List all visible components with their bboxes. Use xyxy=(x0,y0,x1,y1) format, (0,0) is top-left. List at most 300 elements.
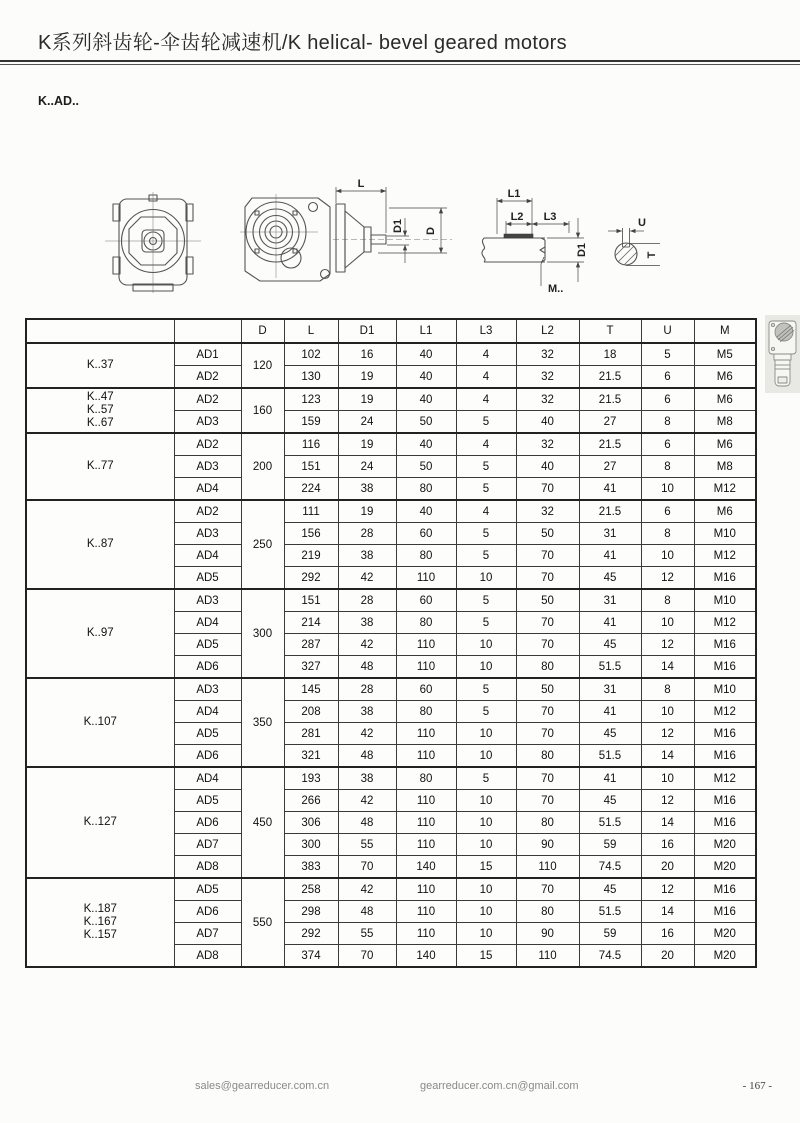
l2-cell: 70 xyxy=(516,790,579,812)
m-cell: M6 xyxy=(694,388,756,411)
dim-label-L1: L1 xyxy=(507,188,521,200)
d-cell: 200 xyxy=(241,433,284,500)
l2-cell: 50 xyxy=(516,523,579,545)
d1-cell: 48 xyxy=(338,745,396,768)
header-row xyxy=(26,319,756,343)
model-cell xyxy=(26,500,174,589)
u-cell: 14 xyxy=(641,812,694,834)
t-cell: 41 xyxy=(579,612,641,634)
l2-cell: 32 xyxy=(516,433,579,456)
d1-cell: 28 xyxy=(338,589,396,612)
t-cell: 27 xyxy=(579,456,641,478)
l1-cell: 60 xyxy=(396,678,456,701)
l1-cell: 110 xyxy=(396,656,456,679)
dimension-table-wrap xyxy=(25,318,757,968)
m-cell: M16 xyxy=(694,656,756,679)
d-cell: 550 xyxy=(241,878,284,967)
u-cell: 10 xyxy=(641,545,694,567)
l1-cell: 110 xyxy=(396,878,456,901)
u-cell: 8 xyxy=(641,678,694,701)
t-cell: 51.5 xyxy=(579,656,641,679)
l3-cell: 4 xyxy=(456,433,516,456)
shaft-section-view xyxy=(608,217,660,280)
product-thumbnail xyxy=(765,315,800,393)
l3-cell: 5 xyxy=(456,589,516,612)
table-row xyxy=(26,343,756,366)
l-cell: 321 xyxy=(284,745,338,768)
l-cell: 266 xyxy=(284,790,338,812)
u-cell: 16 xyxy=(641,834,694,856)
l-cell: 327 xyxy=(284,656,338,679)
t-cell: 31 xyxy=(579,678,641,701)
page-title: K系列斜齿轮-伞齿轮减速机/K helical- bevel geared motors xyxy=(38,32,567,54)
l-cell: 287 xyxy=(284,634,338,656)
d1-cell: 19 xyxy=(338,500,396,523)
d-cell: 120 xyxy=(241,343,284,388)
l3-cell: 4 xyxy=(456,500,516,523)
l2-cell: 70 xyxy=(516,701,579,723)
l3-cell: 15 xyxy=(456,945,516,968)
l3-cell: 15 xyxy=(456,856,516,879)
m-cell: M16 xyxy=(694,567,756,590)
model-label: K..37 xyxy=(86,359,114,371)
m-cell: M16 xyxy=(694,878,756,901)
model-label: K..127 xyxy=(83,816,117,828)
l1-cell: 110 xyxy=(396,812,456,834)
ad-cell: AD6 xyxy=(174,656,241,679)
d1-cell: 70 xyxy=(338,856,396,879)
l1-cell: 40 xyxy=(396,500,456,523)
m-cell: M8 xyxy=(694,456,756,478)
ad-cell: AD7 xyxy=(174,923,241,945)
t-cell: 21.5 xyxy=(579,366,641,389)
m-cell: M6 xyxy=(694,433,756,456)
dim-label-L: L xyxy=(357,178,365,190)
dim-label-M: M.. xyxy=(548,283,564,295)
table-row xyxy=(26,678,756,701)
d1-cell: 24 xyxy=(338,411,396,434)
gmail-email: gearreducer.com.cn@gmail.com xyxy=(420,1080,579,1092)
t-cell: 27 xyxy=(579,411,641,434)
dim-label-U: U xyxy=(638,217,646,229)
model-cell xyxy=(26,433,174,500)
table-row xyxy=(26,589,756,612)
ad-cell: AD5 xyxy=(174,567,241,590)
l-cell: 208 xyxy=(284,701,338,723)
l-cell: 306 xyxy=(284,812,338,834)
ad-cell: AD6 xyxy=(174,745,241,768)
l2-cell: 50 xyxy=(516,589,579,612)
l1-cell: 40 xyxy=(396,366,456,389)
col-header-T: T xyxy=(579,319,641,343)
model-label: K..67 xyxy=(86,417,114,429)
u-cell: 20 xyxy=(641,945,694,968)
d1-cell: 16 xyxy=(338,343,396,366)
l-cell: 292 xyxy=(284,923,338,945)
dim-L xyxy=(336,187,386,233)
m-cell: M6 xyxy=(694,366,756,389)
d1-cell: 38 xyxy=(338,545,396,567)
d1-cell: 48 xyxy=(338,656,396,679)
l2-cell: 70 xyxy=(516,634,579,656)
u-cell: 8 xyxy=(641,523,694,545)
t-cell: 74.5 xyxy=(579,945,641,968)
ad-cell: AD3 xyxy=(174,523,241,545)
m-cell: M10 xyxy=(694,589,756,612)
d1-cell: 42 xyxy=(338,878,396,901)
l-cell: 111 xyxy=(284,500,338,523)
l1-cell: 110 xyxy=(396,723,456,745)
l1-cell: 140 xyxy=(396,856,456,879)
l-cell: 374 xyxy=(284,945,338,968)
t-cell: 41 xyxy=(579,767,641,790)
l2-cell: 70 xyxy=(516,723,579,745)
col-header-U: U xyxy=(641,319,694,343)
u-cell: 12 xyxy=(641,634,694,656)
l1-cell: 50 xyxy=(396,411,456,434)
d1-cell: 42 xyxy=(338,634,396,656)
d1-cell: 38 xyxy=(338,478,396,501)
t-cell: 45 xyxy=(579,878,641,901)
l2-cell: 32 xyxy=(516,500,579,523)
t-cell: 51.5 xyxy=(579,812,641,834)
ad-cell: AD5 xyxy=(174,878,241,901)
m-cell: M8 xyxy=(694,411,756,434)
d1-cell: 70 xyxy=(338,945,396,968)
ad-cell: AD5 xyxy=(174,634,241,656)
l3-cell: 10 xyxy=(456,745,516,768)
u-cell: 8 xyxy=(641,456,694,478)
d1-cell: 28 xyxy=(338,523,396,545)
u-cell: 14 xyxy=(641,745,694,768)
l-cell: 258 xyxy=(284,878,338,901)
l2-cell: 50 xyxy=(516,678,579,701)
t-cell: 31 xyxy=(579,589,641,612)
l2-cell: 80 xyxy=(516,901,579,923)
l3-cell: 10 xyxy=(456,790,516,812)
col-header-L: L xyxy=(284,319,338,343)
l-cell: 159 xyxy=(284,411,338,434)
model-label: K..47 xyxy=(86,391,114,403)
table-body xyxy=(26,343,756,967)
l2-cell: 70 xyxy=(516,478,579,501)
d1-cell: 42 xyxy=(338,790,396,812)
ad-cell: AD7 xyxy=(174,834,241,856)
l-cell: 224 xyxy=(284,478,338,501)
l3-cell: 5 xyxy=(456,701,516,723)
t-cell: 41 xyxy=(579,545,641,567)
u-cell: 6 xyxy=(641,366,694,389)
d1-cell: 38 xyxy=(338,612,396,634)
l-cell: 292 xyxy=(284,567,338,590)
d1-cell: 42 xyxy=(338,723,396,745)
l2-cell: 40 xyxy=(516,411,579,434)
l3-cell: 10 xyxy=(456,901,516,923)
model-label: K..107 xyxy=(83,716,117,728)
l-cell: 281 xyxy=(284,723,338,745)
u-cell: 8 xyxy=(641,589,694,612)
model-cell xyxy=(26,589,174,678)
t-cell: 41 xyxy=(579,478,641,501)
u-cell: 12 xyxy=(641,723,694,745)
u-cell: 8 xyxy=(641,411,694,434)
l-cell: 102 xyxy=(284,343,338,366)
m-cell: M20 xyxy=(694,945,756,968)
l-cell: 156 xyxy=(284,523,338,545)
d1-cell: 19 xyxy=(338,388,396,411)
l2-cell: 70 xyxy=(516,567,579,590)
l-cell: 151 xyxy=(284,589,338,612)
l-cell: 116 xyxy=(284,433,338,456)
l-cell: 214 xyxy=(284,612,338,634)
ad-cell: AD4 xyxy=(174,767,241,790)
l-cell: 219 xyxy=(284,545,338,567)
l3-cell: 5 xyxy=(456,523,516,545)
u-cell: 10 xyxy=(641,701,694,723)
table-row xyxy=(26,767,756,790)
l-cell: 383 xyxy=(284,856,338,879)
l1-cell: 110 xyxy=(396,567,456,590)
m-cell: M16 xyxy=(694,634,756,656)
l3-cell: 5 xyxy=(456,612,516,634)
model-label: K..157 xyxy=(83,929,117,941)
t-cell: 45 xyxy=(579,634,641,656)
t-cell: 59 xyxy=(579,923,641,945)
d1-cell: 55 xyxy=(338,923,396,945)
l3-cell: 5 xyxy=(456,767,516,790)
ad-cell: AD4 xyxy=(174,478,241,501)
t-cell: 51.5 xyxy=(579,901,641,923)
d1-cell: 42 xyxy=(338,567,396,590)
u-cell: 10 xyxy=(641,612,694,634)
l-cell: 123 xyxy=(284,388,338,411)
ad-cell: AD3 xyxy=(174,678,241,701)
col-header-L2: L2 xyxy=(516,319,579,343)
dim-label-L3: L3 xyxy=(543,211,557,223)
d-cell: 450 xyxy=(241,767,284,878)
t-cell: 18 xyxy=(579,343,641,366)
l2-cell: 90 xyxy=(516,923,579,945)
l2-cell: 70 xyxy=(516,545,579,567)
l3-cell: 4 xyxy=(456,343,516,366)
title-underline xyxy=(0,60,800,65)
model-cell xyxy=(26,878,174,967)
u-cell: 6 xyxy=(641,433,694,456)
t-cell: 45 xyxy=(579,790,641,812)
dim-L2 xyxy=(506,221,532,235)
l1-cell: 80 xyxy=(396,612,456,634)
u-cell: 12 xyxy=(641,878,694,901)
page-number: - 167 - xyxy=(742,1080,772,1092)
d-cell: 250 xyxy=(241,500,284,589)
col-header-M: M xyxy=(694,319,756,343)
ad-cell: AD3 xyxy=(174,456,241,478)
col-header-blank0 xyxy=(26,319,174,343)
l3-cell: 4 xyxy=(456,388,516,411)
l1-cell: 110 xyxy=(396,790,456,812)
ad-cell: AD2 xyxy=(174,433,241,456)
ad-cell: AD3 xyxy=(174,411,241,434)
l1-cell: 110 xyxy=(396,745,456,768)
m-cell: M12 xyxy=(694,612,756,634)
dim-label-D1-shaft: D1 xyxy=(576,242,588,258)
t-cell: 45 xyxy=(579,567,641,590)
dim-label-T: T xyxy=(646,251,658,259)
u-cell: 12 xyxy=(641,567,694,590)
t-cell: 31 xyxy=(579,523,641,545)
table-row xyxy=(26,500,756,523)
col-header-L1: L1 xyxy=(396,319,456,343)
l2-cell: 70 xyxy=(516,612,579,634)
m-cell: M12 xyxy=(694,701,756,723)
l3-cell: 10 xyxy=(456,567,516,590)
l3-cell: 10 xyxy=(456,878,516,901)
d1-cell: 24 xyxy=(338,456,396,478)
ad-cell: AD6 xyxy=(174,901,241,923)
l3-cell: 5 xyxy=(456,456,516,478)
ad-cell: AD8 xyxy=(174,945,241,968)
table-row xyxy=(26,388,756,411)
model-label: K..167 xyxy=(83,916,117,928)
u-cell: 16 xyxy=(641,923,694,945)
m-cell: M12 xyxy=(694,478,756,501)
l3-cell: 5 xyxy=(456,478,516,501)
l2-cell: 80 xyxy=(516,745,579,768)
m-cell: M16 xyxy=(694,745,756,768)
l1-cell: 110 xyxy=(396,923,456,945)
l2-cell: 110 xyxy=(516,856,579,879)
dim-label-L2: L2 xyxy=(510,211,524,223)
side-view xyxy=(240,178,452,281)
l3-cell: 5 xyxy=(456,545,516,567)
m-cell: M16 xyxy=(694,790,756,812)
model-label: K..57 xyxy=(86,404,114,416)
l1-cell: 40 xyxy=(396,343,456,366)
l1-cell: 40 xyxy=(396,433,456,456)
table-row xyxy=(26,878,756,901)
model-label: K..77 xyxy=(86,460,114,472)
m-cell: M20 xyxy=(694,834,756,856)
u-cell: 14 xyxy=(641,901,694,923)
m-cell: M10 xyxy=(694,523,756,545)
col-header-D1: D1 xyxy=(338,319,396,343)
l-cell: 298 xyxy=(284,901,338,923)
t-cell: 59 xyxy=(579,834,641,856)
col-header-L3: L3 xyxy=(456,319,516,343)
m-cell: M16 xyxy=(694,812,756,834)
ad-cell: AD6 xyxy=(174,812,241,834)
t-cell: 21.5 xyxy=(579,433,641,456)
l1-cell: 60 xyxy=(396,523,456,545)
dimension-table xyxy=(25,318,757,968)
ad-cell: AD2 xyxy=(174,388,241,411)
u-cell: 10 xyxy=(641,767,694,790)
l2-cell: 80 xyxy=(516,812,579,834)
m-cell: M6 xyxy=(694,500,756,523)
table-row xyxy=(26,433,756,456)
d-cell: 160 xyxy=(241,388,284,433)
l3-cell: 4 xyxy=(456,366,516,389)
l-cell: 300 xyxy=(284,834,338,856)
t-cell: 74.5 xyxy=(579,856,641,879)
ad-cell: AD2 xyxy=(174,500,241,523)
page-footer xyxy=(0,1080,800,1096)
m-cell: M12 xyxy=(694,767,756,790)
col-header-D: D xyxy=(241,319,284,343)
l1-cell: 40 xyxy=(396,388,456,411)
m-cell: M10 xyxy=(694,678,756,701)
l1-cell: 110 xyxy=(396,634,456,656)
l3-cell: 10 xyxy=(456,634,516,656)
shaft-detail-view xyxy=(482,188,588,295)
l1-cell: 80 xyxy=(396,701,456,723)
t-cell: 21.5 xyxy=(579,500,641,523)
l2-cell: 40 xyxy=(516,456,579,478)
col-header-blank1 xyxy=(174,319,241,343)
ad-cell: AD4 xyxy=(174,701,241,723)
l3-cell: 10 xyxy=(456,812,516,834)
ad-cell: AD5 xyxy=(174,723,241,745)
ad-cell: AD8 xyxy=(174,856,241,879)
d1-cell: 38 xyxy=(338,701,396,723)
l1-cell: 80 xyxy=(396,478,456,501)
m-cell: M20 xyxy=(694,856,756,879)
d1-cell: 55 xyxy=(338,834,396,856)
table-header xyxy=(26,319,756,343)
l1-cell: 50 xyxy=(396,456,456,478)
d1-cell: 38 xyxy=(338,767,396,790)
l1-cell: 60 xyxy=(396,589,456,612)
ad-cell: AD5 xyxy=(174,790,241,812)
model-label: K..87 xyxy=(86,538,114,550)
t-cell: 21.5 xyxy=(579,388,641,411)
t-cell: 45 xyxy=(579,723,641,745)
l-cell: 151 xyxy=(284,456,338,478)
l2-cell: 70 xyxy=(516,878,579,901)
d1-cell: 19 xyxy=(338,366,396,389)
u-cell: 6 xyxy=(641,388,694,411)
l2-cell: 80 xyxy=(516,656,579,679)
u-cell: 10 xyxy=(641,478,694,501)
l3-cell: 10 xyxy=(456,834,516,856)
sales-email: sales@gearreducer.com.cn xyxy=(195,1080,330,1092)
m-cell: M20 xyxy=(694,923,756,945)
model-label: K..97 xyxy=(86,627,114,639)
dim-label-D1-side: D1 xyxy=(392,218,404,234)
d-cell: 350 xyxy=(241,678,284,767)
model-cell xyxy=(26,678,174,767)
l2-cell: 110 xyxy=(516,945,579,968)
t-cell: 41 xyxy=(579,701,641,723)
l2-cell: 32 xyxy=(516,366,579,389)
l3-cell: 5 xyxy=(456,411,516,434)
ad-cell: AD1 xyxy=(174,343,241,366)
l1-cell: 80 xyxy=(396,545,456,567)
l1-cell: 80 xyxy=(396,767,456,790)
l3-cell: 10 xyxy=(456,923,516,945)
d1-cell: 19 xyxy=(338,433,396,456)
model-label: K..187 xyxy=(83,903,117,915)
ad-cell: AD4 xyxy=(174,545,241,567)
ad-cell: AD3 xyxy=(174,589,241,612)
model-cell xyxy=(26,343,174,388)
model-code-label: K..AD.. xyxy=(38,94,79,108)
l-cell: 145 xyxy=(284,678,338,701)
d1-cell: 48 xyxy=(338,812,396,834)
m-cell: M16 xyxy=(694,901,756,923)
u-cell: 6 xyxy=(641,500,694,523)
u-cell: 20 xyxy=(641,856,694,879)
